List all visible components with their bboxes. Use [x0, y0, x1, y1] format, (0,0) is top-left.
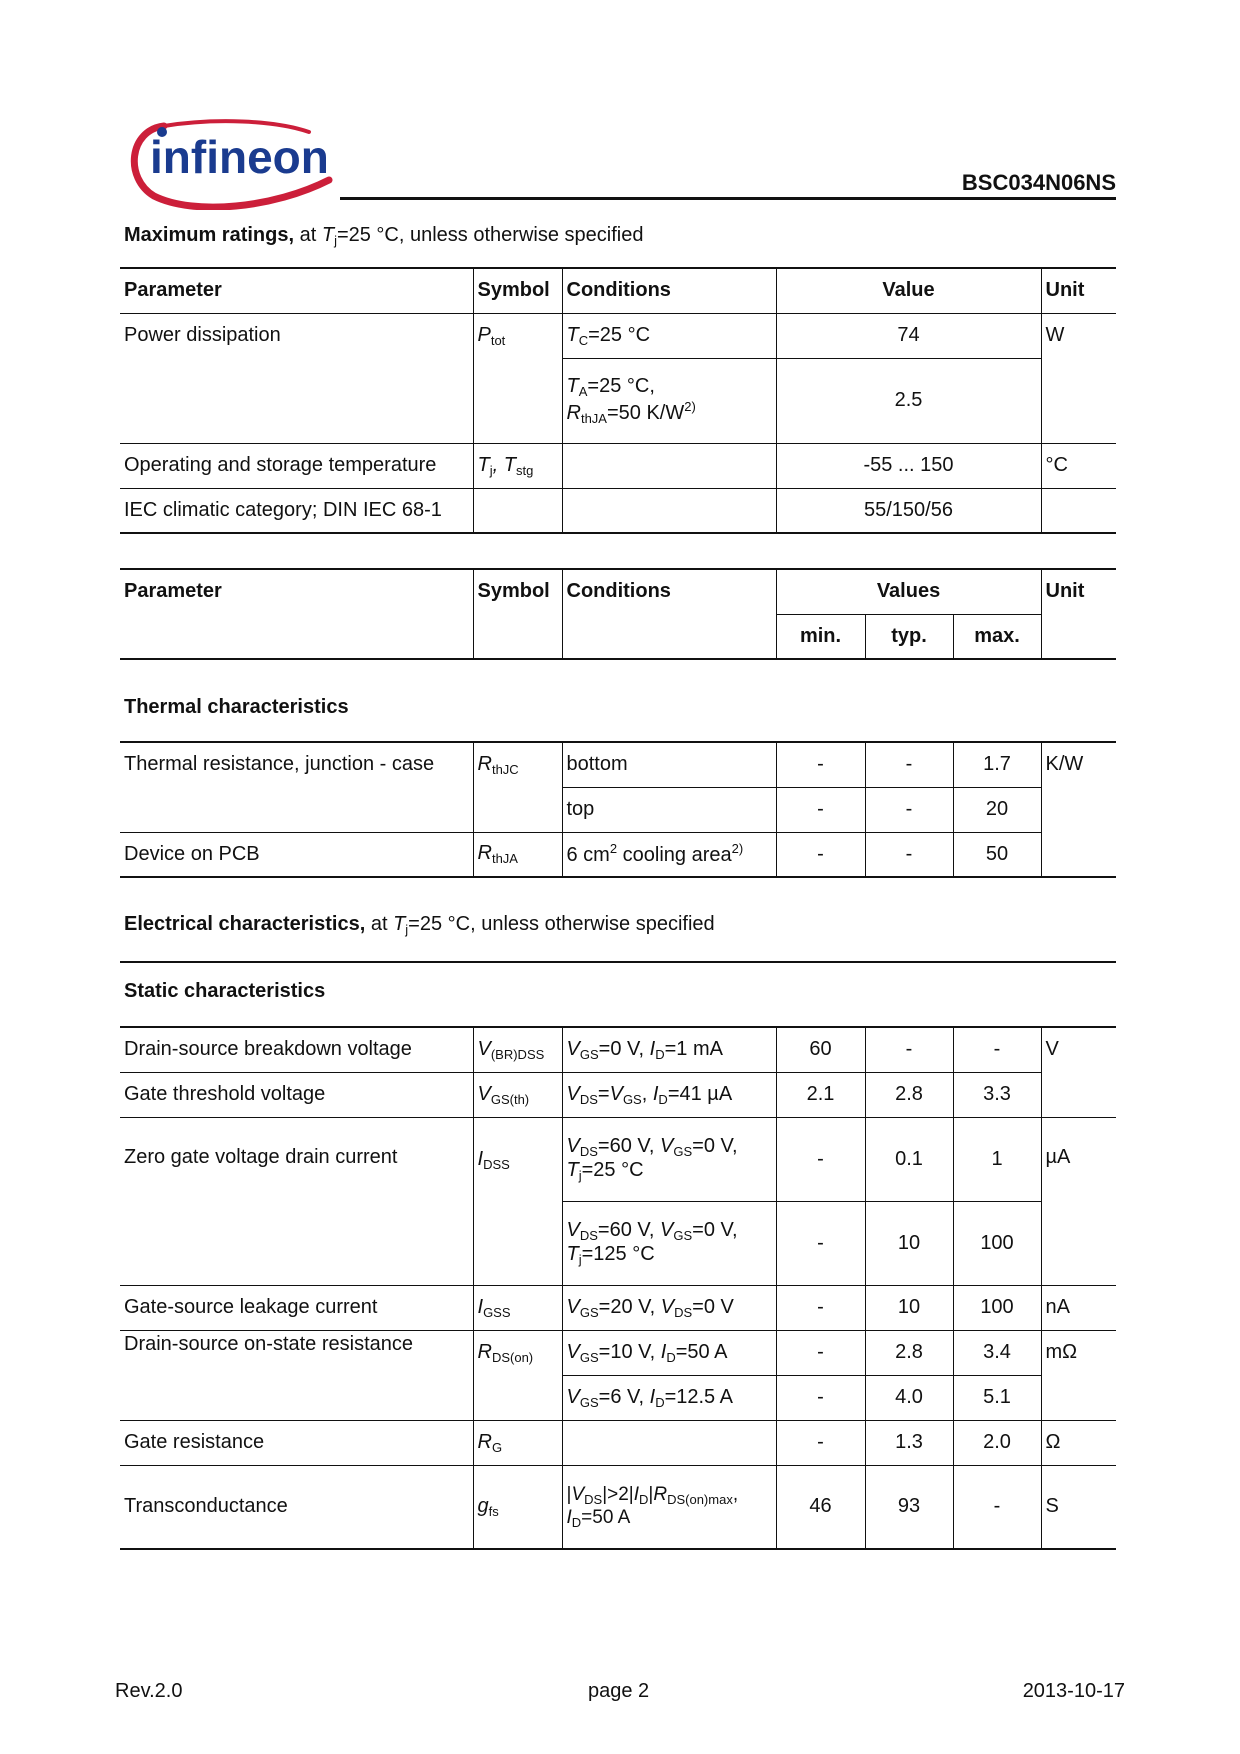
header-rule [340, 197, 1116, 200]
col-parameter: Parameter [120, 268, 473, 313]
col-symbol: Symbol [473, 268, 562, 313]
table-row: IEC climatic category; DIN IEC 68-1 55/150/56 [120, 488, 1116, 533]
table-row: Gate resistance $R_G$ - 1.3 2.0 Ω [120, 1420, 1116, 1465]
table-row: $T_A=25$ °C, $R_{thJA}=50$ $K/W^{2)}$ 2.5 [120, 358, 1116, 443]
thermal-title: Thermal characteristics [124, 696, 349, 718]
static-title: Static characteristics [124, 980, 326, 1002]
table-row: Device on PCB $R_{thJA}$ 6 $cm^2$ cooling area$^{2)}$ - - 50 [120, 832, 1116, 877]
table-row: Drain-source breakdown voltage $V_{(BR)DSS}$ $V_{GS}=0$ V, $I_D=1$ mA 60 - - V [120, 1027, 1116, 1072]
thermal-table [120, 741, 1116, 878]
table-row: top - - 20 [120, 787, 1116, 832]
table-row: Drain-source on-state resistance $R_{DS(on)}$ $V_{GS}=10$ V, $I_D=50$ A - 2.8 3.4 mΩ [120, 1330, 1116, 1375]
part-number: BSC034N06NS [961, 170, 1116, 195]
table-row: Gate-source leakage current $I_{GSS}$ $V_{GS}=20$ V, $V_{DS}=0$ V - 10 100 nA [120, 1285, 1116, 1330]
table-row: Operating and storage temperature $T_j$, $T_{stg}$ -55 ... 150 °C [120, 443, 1116, 488]
electrical-title: Electrical characteristics, at $T_j=25$ °C, unless otherwise specified [124, 913, 715, 937]
table-row: Power dissipation $P_{tot}$ $T_C=25$ °C 74 W [120, 313, 1116, 358]
footer-revision: Rev.2.0 [115, 1680, 183, 1702]
footer-date: 2013-10-17 [1022, 1680, 1125, 1702]
characteristics-header-table: Parameter Symbol Conditions Values Unit min. typ. max. [120, 568, 1116, 660]
electrical-table [120, 1026, 1116, 1550]
table-row: Thermal resistance, junction - case $R_{thJC}$ bottom - - 1.7 K/W [120, 742, 1116, 787]
col-value: Value [776, 268, 1041, 313]
max-ratings-title: Maximum ratings, at $T_j=25$ °C, unless otherwise specified [124, 224, 644, 248]
table-row: Gate threshold voltage $V_{GS(th)}$ $V_{DS}=V_{GS}$, $I_D=41$ µA 2.1 2.8 3.3 [120, 1072, 1116, 1117]
svg-text:infineon: infineon [150, 131, 329, 183]
footer-page: page 2 [588, 1680, 650, 1702]
col-conditions: Conditions [562, 268, 776, 313]
max-ratings-table [120, 267, 1116, 534]
table-row: Zero gate voltage drain current $I_{DSS}$ $V_{DS}=60$ V, $V_{GS}=0$ V, $T_j=25$ °C - 0.1 1 µA [120, 1117, 1116, 1201]
col-unit: Unit [1041, 268, 1116, 313]
table-row: $V_{DS}=60$ V, $V_{GS}=0$ V, $T_j=125$ °C - 10 100 [120, 1201, 1116, 1285]
table-row: $V_{GS}=6$ V, $I_D=12.5$ A - 4.0 5.1 [120, 1375, 1116, 1420]
electrical-rule [120, 961, 1116, 963]
table-row: Transconductance $g_{fs}$ $|V_{DS}|>2|I_D|R_{DS(on)max}$, $I_D=50$ A 46 93 - S [120, 1465, 1116, 1549]
infineon-logo [124, 118, 336, 210]
